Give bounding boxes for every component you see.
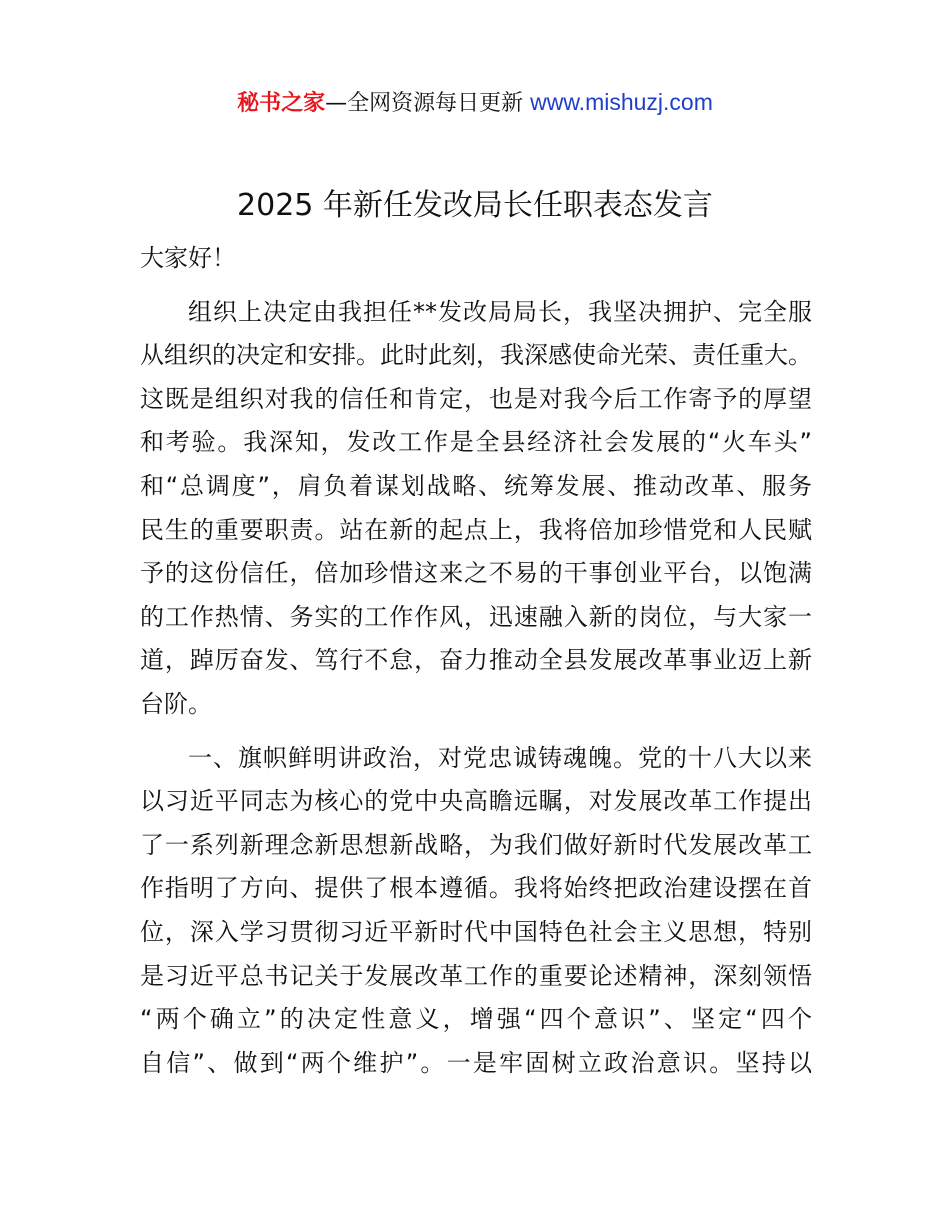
text-line: 道，踔厉奋发、笃行不怠，奋力推动全县发展改革事业迈上新 (140, 646, 812, 675)
greeting-line: 大家好！ (140, 244, 236, 272)
text-line: 以习近平同志为核心的党中央高瞻远瞩，对发展改革工作提出 (140, 787, 812, 816)
site-header (0, 86, 950, 120)
text-line: 的工作热情、务实的工作作风，迅速融入新的岗位，与大家一 (140, 602, 812, 631)
document-body (140, 237, 812, 1095)
text-line: 这既是组织对我的信任和肯定，也是对我今后工作寄予的厚望 (140, 384, 812, 413)
paragraph-1 (140, 291, 812, 727)
text-line: 作指明了方向、提供了根本遵循。我将始终把政治建设摆在首 (140, 874, 812, 903)
site-tagline: —全网资源每日更新 (325, 91, 531, 116)
text-line: 自信”、做到“两个维护”。一是牢固树立政治意识。坚持以 (140, 1048, 812, 1077)
text-line: 是习近平总书记关于发展改革工作的重要论述精神，深刻领悟 (140, 961, 812, 990)
site-brand: 秘书之家 (237, 91, 326, 116)
document-title: 2025 年新任发改局长任职表态发言 (237, 188, 713, 223)
text-line: 台阶。 (140, 689, 212, 718)
text-line: 了一系列新理念新思想新战略，为我们做好新时代发展改革工 (140, 830, 812, 859)
text-line: 一、旗帜鲜明讲政治，对党忠诚铸魂魄。党的十八大以来 (188, 743, 812, 772)
text-line: 从组织的决定和安排。此时此刻，我深感使命光荣、责任重大。 (140, 341, 812, 370)
text-line: 组织上决定由我担任**发改局局长，我坚决拥护、完全服 (188, 297, 812, 326)
site-url-link[interactable]: www.mishuzj.com (530, 89, 713, 115)
text-line: 和“总调度”，肩负着谋划战略、统筹发展、推动改革、服务 (140, 471, 812, 500)
text-line: 予的这份信任，倍加珍惜这来之不易的干事创业平台，以饱满 (140, 559, 812, 588)
text-line: 和考验。我深知，发改工作是全县经济社会发展的“火车头” (140, 428, 812, 457)
paragraph-2 (140, 737, 812, 1086)
text-line: 位，深入学习贯彻习近平新时代中国特色社会主义思想，特别 (140, 917, 812, 946)
text-line: “两个确立”的决定性意义，增强“四个意识”、坚定“四个 (140, 1005, 812, 1034)
text-line: 民生的重要职责。站在新的起点上，我将倍加珍惜党和人民赋 (140, 515, 812, 544)
